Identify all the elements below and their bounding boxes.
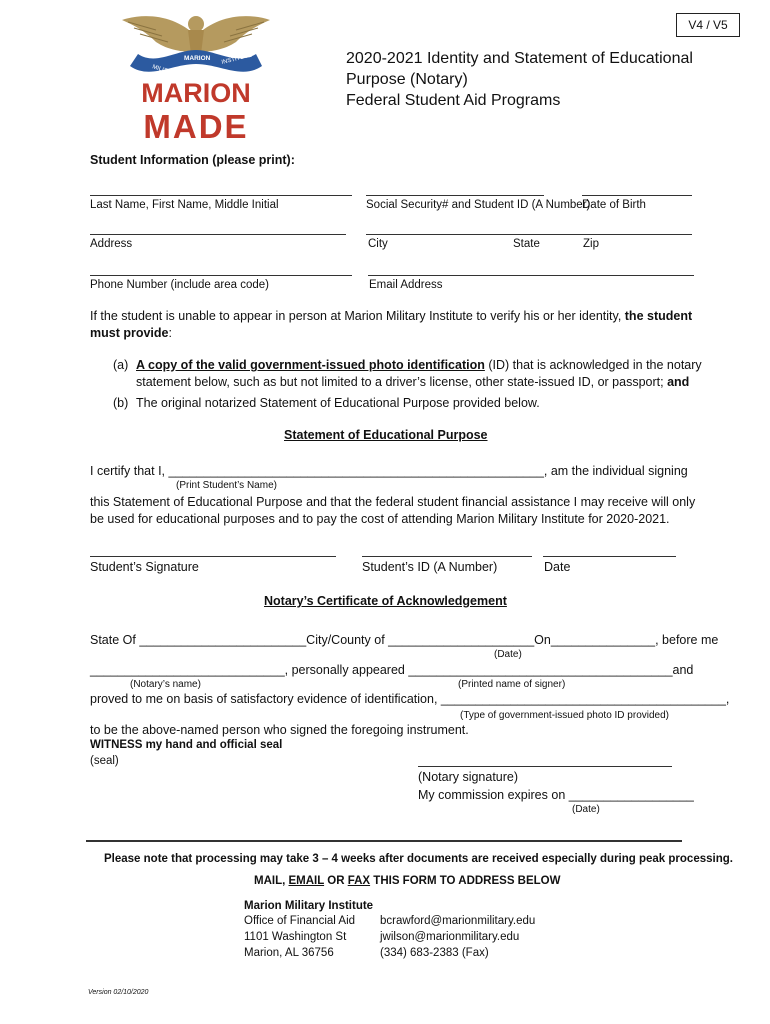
list-item-a-bold: A copy of the valid government-issued photo identification <box>136 358 485 372</box>
address-line-1: Office of Financial Aid <box>244 915 356 927</box>
email-contact-1[interactable]: bcrawford@marionmilitary.edu <box>380 915 536 927</box>
eagle-logo-graphic <box>116 6 276 142</box>
marion-made-logo <box>116 6 276 142</box>
mail-text-fax: FAX <box>347 875 371 887</box>
list-item-a-rest: (ID) that is acknowledged in the notary <box>484 358 702 372</box>
notary-signature-line[interactable] <box>418 766 672 767</box>
mail-text-c: THIS FORM TO ADDRESS BELOW <box>370 875 561 887</box>
print-name-caption: (Print Student’s Name) <box>176 480 277 491</box>
org-name: Marion Military Institute <box>244 900 374 912</box>
last-name-label: Last Name, First Name, Middle Initial <box>90 199 279 211</box>
witness-line: WITNESS my hand and official seal <box>90 739 283 751</box>
name-field-line[interactable] <box>90 195 352 196</box>
logo-banner-center: MARION <box>184 55 211 62</box>
version-note: Version 02/10/2020 <box>88 989 149 996</box>
mail-instruction <box>254 875 560 887</box>
notary-proved-line: proved to me on basis of satisfactory evidence of identification, _________________________________________, <box>90 692 730 706</box>
student-id-line[interactable] <box>362 556 532 557</box>
city-state-zip-field-line[interactable] <box>366 234 692 235</box>
student-signature-label: Student’s Signature <box>90 560 199 574</box>
statement-line3: be used for educational purposes and to pay the cost of attending Marion Military Institute for 2020-2021. <box>90 512 670 526</box>
list-item-b-marker: (b) <box>113 396 129 410</box>
logo-banner-left: MILITARY <box>151 64 180 79</box>
student-id-label: Student’s ID (A Number) <box>362 560 498 574</box>
address-line-3: Marion, AL 36756 <box>244 947 334 959</box>
mail-text-email: EMAIL <box>288 875 325 887</box>
notary-signature-label: (Notary signature) <box>418 770 519 784</box>
mail-text-b: OR <box>324 875 348 887</box>
commission-expires-line: My commission expires on __________________ <box>418 788 694 802</box>
statement-line2: this Statement of Educational Purpose and that the federal student financial assistance I may receive will only <box>90 495 696 509</box>
ssn-field-line[interactable] <box>366 195 544 196</box>
list-item-a-and: and <box>667 375 690 389</box>
state-label: State <box>513 238 540 250</box>
intro-line1-bold: the student <box>624 309 693 323</box>
intro-line2-bold: must provide <box>90 326 169 340</box>
fax-number: (334) 683-2383 (Fax) <box>380 947 489 959</box>
city-label: City <box>368 238 388 250</box>
student-date-line[interactable] <box>543 556 676 557</box>
address-field-line[interactable] <box>90 234 346 235</box>
address-label: Address <box>90 238 133 250</box>
notary-heading: Notary’s Certificate of Acknowledgement <box>264 594 507 608</box>
intro-paragraph <box>90 308 692 342</box>
student-date-label: Date <box>544 560 571 574</box>
logo-word-marion: MARION <box>141 78 251 108</box>
processing-note: Please note that processing may take 3 – 4 weeks after documents are received especially during peak processing. <box>104 853 733 865</box>
notary-date-caption: (Date) <box>494 649 522 660</box>
ssn-label: Social Security# and Student ID (A Number) <box>366 199 591 211</box>
address-line-2: 1101 Washington St <box>244 931 347 943</box>
intro-line1: If the student is unable to appear in person at Marion Military Institute to verify his or her identity, <box>90 309 625 323</box>
email-field-line[interactable] <box>368 275 694 276</box>
list-item-a-line2: statement below, such as but not limited to a driver’s license, other state-issued ID, or passport; <box>136 375 668 389</box>
notary-name-caption: (Notary’s name) <box>130 679 201 690</box>
list-item-a <box>136 357 702 391</box>
dob-label: Date of Birth <box>582 199 646 211</box>
student-info-heading: Student Information (please print): <box>90 153 295 167</box>
dob-field-line[interactable] <box>582 195 692 196</box>
student-signature-line[interactable] <box>90 556 336 557</box>
logo-word-made: MADE <box>143 108 249 142</box>
email-contact-2[interactable]: jwilson@marionmilitary.edu <box>380 931 520 943</box>
notary-state-line: State Of ________________________City/County of _____________________On_______________, before me <box>90 633 719 647</box>
email-label: Email Address <box>369 279 443 291</box>
logo-banner-right: INSTITUTE <box>221 52 253 66</box>
version-box: V4 / V5 <box>676 13 740 37</box>
mail-text-a: MAIL, <box>254 875 289 887</box>
phone-field-line[interactable] <box>90 275 352 276</box>
list-item-a-marker: (a) <box>113 358 129 372</box>
signer-name-caption: (Printed name of signer) <box>458 679 566 690</box>
title-line-2: Purpose (Notary) <box>346 71 468 88</box>
list-item-b: The original notarized Statement of Educational Purpose provided below. <box>136 396 540 410</box>
seal-label: (seal) <box>90 755 119 767</box>
form-title <box>346 48 693 111</box>
statement-heading: Statement of Educational Purpose <box>284 428 488 442</box>
title-line-3: Federal Student Aid Programs <box>346 92 561 109</box>
phone-label: Phone Number (include area code) <box>90 279 269 291</box>
intro-line2-end: : <box>168 326 172 340</box>
title-line-1: 2020-2021 Identity and Statement of Educational <box>346 50 693 67</box>
commission-date-caption: (Date) <box>572 804 600 815</box>
certify-line: I certify that I, ______________________________________________________, am the individual signing <box>90 464 688 478</box>
footer-divider <box>86 840 682 842</box>
notary-appeared-line: ____________________________, personally appeared ______________________________________and <box>90 663 694 677</box>
id-type-caption: (Type of government-issued photo ID provided) <box>460 710 669 721</box>
notary-above-named: to be the above-named person who signed the foregoing instrument. <box>90 723 469 737</box>
zip-label: Zip <box>583 238 599 250</box>
